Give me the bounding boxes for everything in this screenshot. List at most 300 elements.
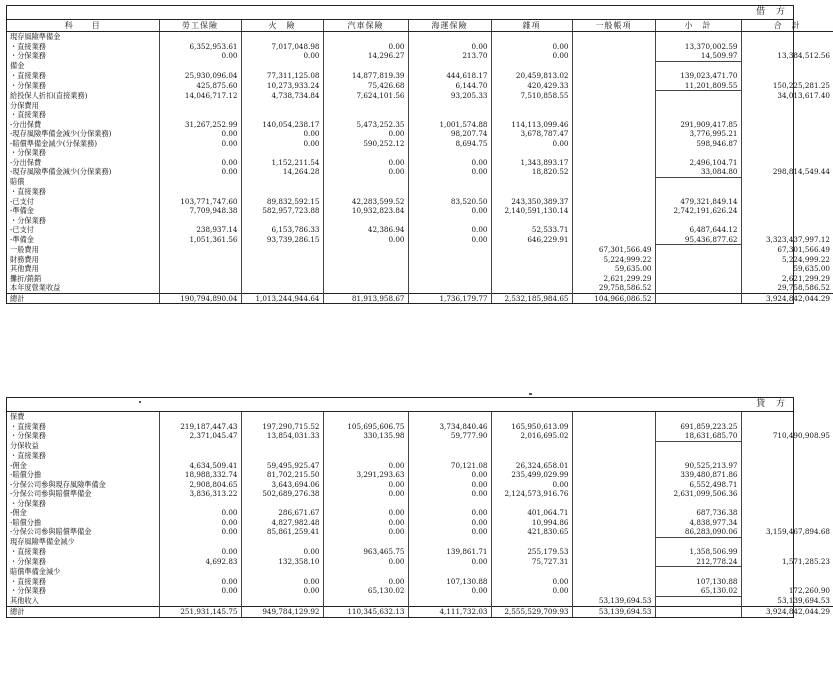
amount-cell: 140,054,238.17 xyxy=(241,120,323,130)
amount-cell: 95,436,877.62 xyxy=(655,235,741,245)
column-header: 汽車保險 xyxy=(323,20,408,32)
amount-cell: 479,321,849.14 xyxy=(655,197,741,207)
amount-cell xyxy=(655,101,741,111)
amount-cell: 0.00 xyxy=(323,167,408,177)
amount-cell xyxy=(741,177,833,187)
amount-cell xyxy=(408,499,491,509)
amount-cell xyxy=(572,158,655,168)
amount-cell xyxy=(159,187,241,197)
amount-cell xyxy=(241,499,323,509)
amount-cell xyxy=(491,499,572,509)
table-row xyxy=(7,225,833,235)
amount-cell: 582,957,723.88 xyxy=(241,206,323,216)
amount-cell: 90,525,213.97 xyxy=(655,461,741,471)
amount-cell xyxy=(491,537,572,547)
table-row xyxy=(7,167,833,177)
amount-cell: 444,618.17 xyxy=(408,71,491,81)
amount-cell: 238,937.14 xyxy=(159,225,241,235)
row-label: ・直接業務 xyxy=(10,41,46,51)
amount-cell: 0.00 xyxy=(491,480,572,490)
amount-cell: 65,130.02 xyxy=(323,586,408,596)
amount-cell xyxy=(655,283,741,293)
amount-cell: 107,130.88 xyxy=(408,577,491,587)
total-amount: 104,966,086.52 xyxy=(572,293,655,303)
amount-cell xyxy=(408,255,491,265)
column-header: 勞工保險 xyxy=(159,20,241,32)
amount-cell: 77,311,125.08 xyxy=(241,71,323,81)
amount-cell xyxy=(491,216,572,226)
amount-cell xyxy=(491,441,572,451)
column-header: 火 險 xyxy=(241,20,323,32)
row-label: ・分保業務 xyxy=(10,498,46,508)
row-label: -佣金 xyxy=(10,460,27,470)
amount-cell: 3,323,437,997.12 xyxy=(741,235,833,245)
amount-cell: 83,520.50 xyxy=(408,197,491,207)
amount-cell: 1,051,361.56 xyxy=(159,235,241,245)
amount-cell: 26,324,658.01 xyxy=(491,461,572,471)
row-label: 給投保人折扣(直接業務) xyxy=(10,90,88,100)
amount-cell xyxy=(159,110,241,120)
amount-cell xyxy=(491,255,572,265)
credit-table xyxy=(7,412,833,617)
amount-cell xyxy=(741,567,833,577)
amount-cell: 14,296.27 xyxy=(323,51,408,61)
amount-cell: 13,384,512.56 xyxy=(741,51,833,61)
amount-cell xyxy=(741,508,833,518)
row-label: 賠償準備金減少 xyxy=(10,566,61,576)
amount-cell xyxy=(572,451,655,461)
amount-cell: 0.00 xyxy=(159,508,241,518)
amount-cell: 710,490,908.95 xyxy=(741,431,833,441)
row-label: ・分保業務 xyxy=(10,586,46,596)
amount-cell: 4,827,982.48 xyxy=(241,518,323,528)
amount-cell xyxy=(241,537,323,547)
row-label: -已支付 xyxy=(10,225,34,234)
amount-cell xyxy=(741,489,833,499)
table-row xyxy=(7,480,833,490)
amount-cell: 0.00 xyxy=(159,547,241,557)
table-row xyxy=(7,577,833,587)
column-header: 一般帳項 xyxy=(572,20,655,32)
amount-cell xyxy=(408,567,491,577)
amount-cell xyxy=(491,264,572,274)
amount-cell xyxy=(241,264,323,274)
row-label: 財務費用 xyxy=(10,254,39,264)
amount-cell: 6,552,498.71 xyxy=(655,480,741,490)
amount-cell xyxy=(741,71,833,81)
amount-cell xyxy=(408,596,491,607)
amount-cell xyxy=(323,216,408,226)
amount-cell: 598,946.87 xyxy=(655,139,741,149)
amount-cell: 81,702,215.50 xyxy=(241,470,323,480)
amount-cell xyxy=(572,537,655,547)
amount-cell xyxy=(408,245,491,255)
amount-cell xyxy=(159,451,241,461)
table-row xyxy=(7,32,833,42)
amount-cell: 42,283,599.52 xyxy=(323,197,408,207)
amount-cell xyxy=(241,187,323,197)
amount-cell: 291,909,417.85 xyxy=(655,120,741,130)
table-row xyxy=(7,461,833,471)
amount-cell: 5,224,999.22 xyxy=(741,255,833,265)
row-label: -分出保費 xyxy=(10,119,42,129)
amount-cell: 105,695,606.75 xyxy=(323,422,408,432)
amount-cell: 2,016,695.02 xyxy=(491,431,572,441)
amount-cell xyxy=(323,499,408,509)
amount-cell: 0.00 xyxy=(408,42,491,52)
amount-cell xyxy=(491,148,572,158)
amount-cell: 29,758,586.52 xyxy=(572,283,655,293)
row-label: ・分保業務 xyxy=(10,431,46,441)
amount-cell xyxy=(655,148,741,158)
row-label: 賠償 xyxy=(10,177,25,187)
amount-cell xyxy=(159,412,241,422)
amount-cell xyxy=(572,235,655,245)
column-header-account: 科 目 xyxy=(7,20,159,32)
amount-cell: 59,777.90 xyxy=(408,431,491,441)
amount-cell: 197,290,715.52 xyxy=(241,422,323,432)
row-label: 現存風險準備金減少 xyxy=(10,537,75,547)
amount-cell xyxy=(491,110,572,120)
table-row xyxy=(7,61,833,71)
amount-cell xyxy=(741,110,833,120)
amount-cell: 7,017,048.98 xyxy=(241,42,323,52)
amount-cell: 0.00 xyxy=(159,518,241,528)
amount-cell xyxy=(159,177,241,187)
table-row xyxy=(7,527,833,537)
amount-cell xyxy=(741,139,833,149)
amount-cell: 67,301,566.49 xyxy=(572,245,655,255)
amount-cell xyxy=(655,567,741,577)
amount-cell xyxy=(241,283,323,293)
amount-cell xyxy=(572,61,655,71)
amount-cell: 502,689,276.38 xyxy=(241,489,323,499)
amount-cell: 4,634,509.41 xyxy=(159,461,241,471)
amount-cell: 0.00 xyxy=(491,586,572,596)
amount-cell xyxy=(741,225,833,235)
amount-cell: 172,260.90 xyxy=(741,586,833,596)
amount-cell: 42,386.94 xyxy=(323,225,408,235)
amount-cell: 11,201,809.55 xyxy=(655,81,741,91)
amount-cell xyxy=(323,110,408,120)
amount-cell: 65,130.02 xyxy=(655,586,741,596)
amount-cell xyxy=(159,274,241,284)
amount-cell xyxy=(323,264,408,274)
row-label: 備金 xyxy=(10,61,25,71)
amount-cell xyxy=(408,283,491,293)
amount-cell: 165,950,613.09 xyxy=(491,422,572,432)
amount-cell xyxy=(655,451,741,461)
row-label: 攤折/銷銷 xyxy=(10,273,42,283)
amount-cell xyxy=(241,101,323,111)
row-label: ・直接業務 xyxy=(10,576,46,586)
amount-cell xyxy=(241,596,323,607)
amount-cell: 103,771,747.60 xyxy=(159,197,241,207)
amount-cell: 255,179.53 xyxy=(491,547,572,557)
amount-cell: 0.00 xyxy=(408,470,491,480)
table-row xyxy=(7,51,833,61)
amount-cell xyxy=(323,32,408,42)
table-row xyxy=(7,264,833,274)
table-row xyxy=(7,431,833,441)
amount-cell xyxy=(323,148,408,158)
amount-cell xyxy=(572,480,655,490)
amount-cell: 0.00 xyxy=(408,518,491,528)
table-row xyxy=(7,206,833,216)
amount-cell xyxy=(159,245,241,255)
amount-cell: 243,350,389.37 xyxy=(491,197,572,207)
table-row xyxy=(7,470,833,480)
amount-cell xyxy=(572,167,655,177)
amount-cell xyxy=(741,216,833,226)
amount-cell: 691,859,223.25 xyxy=(655,422,741,432)
amount-cell: 0.00 xyxy=(323,480,408,490)
amount-cell: 235,499,029.99 xyxy=(491,470,572,480)
table-row xyxy=(7,274,833,284)
amount-cell: 75,426.68 xyxy=(323,81,408,91)
row-label: 一般費用 xyxy=(10,244,39,254)
total-amount xyxy=(655,607,741,617)
amount-cell xyxy=(323,283,408,293)
amount-cell: 31,267,252.99 xyxy=(159,120,241,130)
amount-cell: 0.00 xyxy=(159,527,241,537)
amount-cell: 0.00 xyxy=(408,508,491,518)
amount-cell: 93,205.33 xyxy=(408,91,491,101)
row-label: -現存風險準備金減少(分保業務) xyxy=(10,167,112,177)
amount-cell xyxy=(241,255,323,265)
amount-cell xyxy=(323,567,408,577)
table-row xyxy=(7,441,833,451)
amount-cell xyxy=(491,274,572,284)
row-label: 本年度營業收益 xyxy=(10,283,61,292)
column-header: 雜項 xyxy=(491,20,572,32)
amount-cell: 3,291,293.63 xyxy=(323,470,408,480)
row-label: ・直接業務 xyxy=(10,71,46,80)
amount-cell xyxy=(408,177,491,187)
amount-cell xyxy=(655,274,741,284)
amount-cell: 34,013,617.40 xyxy=(741,91,833,101)
amount-cell: 0.00 xyxy=(408,480,491,490)
amount-cell: 3,776,995.21 xyxy=(655,129,741,139)
amount-cell: 132,358.10 xyxy=(241,557,323,567)
amount-cell: 5,473,252.35 xyxy=(323,120,408,130)
table-row xyxy=(7,101,833,111)
row-label: 現存風險準備金 xyxy=(10,32,61,41)
amount-cell: 14,046,717.12 xyxy=(159,91,241,101)
amount-cell: 139,861.71 xyxy=(408,547,491,557)
amount-cell: 3,836,313.22 xyxy=(159,489,241,499)
amount-cell xyxy=(159,264,241,274)
amount-cell: 330,135.98 xyxy=(323,431,408,441)
table-row xyxy=(7,235,833,245)
amount-cell: 0.00 xyxy=(159,51,241,61)
amount-cell xyxy=(491,283,572,293)
amount-cell xyxy=(741,422,833,432)
debit-table xyxy=(7,20,833,303)
amount-cell: 0.00 xyxy=(408,586,491,596)
amount-cell: 6,487,644.12 xyxy=(655,225,741,235)
table-row xyxy=(7,129,833,139)
amount-cell: 298,814,549.44 xyxy=(741,167,833,177)
table-row xyxy=(7,139,833,149)
amount-cell: 7,709,948.38 xyxy=(159,206,241,216)
amount-cell xyxy=(741,470,833,480)
table-row xyxy=(7,245,833,255)
amount-cell: 98,207.74 xyxy=(408,129,491,139)
table-row xyxy=(7,120,833,130)
table-row xyxy=(7,586,833,596)
total-amount: 4,111,732.03 xyxy=(408,607,491,617)
amount-cell: 0.00 xyxy=(323,518,408,528)
total-row xyxy=(7,293,833,303)
table-row xyxy=(7,187,833,197)
total-amount: 53,139,694.53 xyxy=(572,607,655,617)
amount-cell xyxy=(655,499,741,509)
row-label: -現存風險準備金減少(分保業務) xyxy=(10,129,112,138)
amount-cell xyxy=(741,537,833,547)
amount-cell xyxy=(323,441,408,451)
amount-cell: 10,273,933.24 xyxy=(241,81,323,91)
amount-cell: 963,465.75 xyxy=(323,547,408,557)
amount-cell xyxy=(159,255,241,265)
amount-cell xyxy=(655,596,741,607)
amount-cell xyxy=(655,110,741,120)
amount-cell: 0.00 xyxy=(408,225,491,235)
row-label: 其他費用 xyxy=(10,264,39,273)
amount-cell: 0.00 xyxy=(323,158,408,168)
amount-cell xyxy=(572,557,655,567)
amount-cell: 4,738,734.84 xyxy=(241,91,323,101)
amount-cell: 2,631,099,506.36 xyxy=(655,489,741,499)
amount-cell: 420,429.33 xyxy=(491,81,572,91)
amount-cell xyxy=(159,441,241,451)
amount-cell xyxy=(241,567,323,577)
row-label: -賠償分擔 xyxy=(10,517,42,527)
amount-cell: 0.00 xyxy=(241,547,323,557)
amount-cell: 0.00 xyxy=(491,139,572,149)
amount-cell: 10,932,823.84 xyxy=(323,206,408,216)
amount-cell xyxy=(323,596,408,607)
amount-cell: 0.00 xyxy=(408,557,491,567)
amount-cell: 2,124,573,916.76 xyxy=(491,489,572,499)
amount-cell xyxy=(572,225,655,235)
row-label: -分保公司參與現存風險準備金 xyxy=(10,479,106,489)
total-amount: 949,784,129.92 xyxy=(241,607,323,617)
amount-cell xyxy=(572,139,655,149)
amount-cell: 0.00 xyxy=(408,527,491,537)
column-header: 海運保險 xyxy=(408,20,491,32)
amount-cell: 70,121.08 xyxy=(408,461,491,471)
amount-cell: 7,624,101.56 xyxy=(323,91,408,101)
amount-cell xyxy=(572,206,655,216)
amount-cell: 0.00 xyxy=(408,489,491,499)
amount-cell xyxy=(159,61,241,71)
amount-cell xyxy=(741,101,833,111)
table-row xyxy=(7,557,833,567)
table-row xyxy=(7,81,833,91)
amount-cell xyxy=(241,32,323,42)
amount-cell xyxy=(572,187,655,197)
amount-cell: 89,832,592.15 xyxy=(241,197,323,207)
total-amount: 1,013,244,944.64 xyxy=(241,293,323,303)
table-row xyxy=(7,158,833,168)
amount-cell xyxy=(572,101,655,111)
amount-cell xyxy=(323,274,408,284)
amount-cell xyxy=(323,537,408,547)
amount-cell: 1,343,893.17 xyxy=(491,158,572,168)
amount-cell: 0.00 xyxy=(241,139,323,149)
amount-cell: 25,930,096.04 xyxy=(159,71,241,81)
debit-section xyxy=(6,5,830,304)
amount-cell xyxy=(741,197,833,207)
row-label: -賠償準備金減少(分保業務) xyxy=(10,138,98,148)
amount-cell xyxy=(741,461,833,471)
amount-cell: 6,144.70 xyxy=(408,81,491,91)
amount-cell xyxy=(655,177,741,187)
amount-cell: 114,113,099.46 xyxy=(491,120,572,130)
amount-cell: 0.00 xyxy=(323,235,408,245)
amount-cell xyxy=(323,255,408,265)
amount-cell xyxy=(655,187,741,197)
amount-cell: 0.00 xyxy=(159,139,241,149)
amount-cell: 107,130.88 xyxy=(655,577,741,587)
amount-cell xyxy=(741,187,833,197)
amount-cell: 425,875.60 xyxy=(159,81,241,91)
amount-cell xyxy=(241,412,323,422)
amount-cell xyxy=(572,42,655,52)
table-row xyxy=(7,547,833,557)
amount-cell xyxy=(491,61,572,71)
total-amount: 3,924,842,044.29 xyxy=(741,293,833,303)
amount-cell xyxy=(572,527,655,537)
amount-cell: 2,140,591,130.14 xyxy=(491,206,572,216)
amount-cell: 13,370,002.59 xyxy=(655,42,741,52)
amount-cell xyxy=(572,547,655,557)
amount-cell xyxy=(572,461,655,471)
amount-cell xyxy=(741,206,833,216)
amount-cell xyxy=(241,148,323,158)
amount-cell: 687,736.38 xyxy=(655,508,741,518)
total-amount: 3,924,842,044.29 xyxy=(741,607,833,617)
amount-cell xyxy=(491,596,572,607)
amount-cell xyxy=(408,101,491,111)
amount-cell xyxy=(741,61,833,71)
amount-cell: 0.00 xyxy=(323,461,408,471)
amount-cell xyxy=(241,177,323,187)
amount-cell: 18,631,685.70 xyxy=(655,431,741,441)
total-amount: 2,532,185,984.65 xyxy=(491,293,572,303)
amount-cell: 53,139,694.53 xyxy=(741,596,833,607)
row-label: ・分保業務 xyxy=(10,148,46,157)
row-label: ・分保業務 xyxy=(10,80,46,90)
amount-cell xyxy=(572,177,655,187)
amount-cell xyxy=(572,81,655,91)
amount-cell xyxy=(572,148,655,158)
amount-cell xyxy=(741,412,833,422)
credit-title: 貸 方 xyxy=(7,398,793,412)
amount-cell: 13,854,031.33 xyxy=(241,431,323,441)
amount-cell: 10,994.86 xyxy=(491,518,572,528)
amount-cell: 0.00 xyxy=(408,167,491,177)
amount-cell: 3,643,694.06 xyxy=(241,480,323,490)
amount-cell xyxy=(572,499,655,509)
amount-cell xyxy=(572,586,655,596)
amount-cell xyxy=(572,577,655,587)
amount-cell xyxy=(572,71,655,81)
amount-cell: 14,264.28 xyxy=(241,167,323,177)
table-row xyxy=(7,499,833,509)
amount-cell: 0.00 xyxy=(159,586,241,596)
